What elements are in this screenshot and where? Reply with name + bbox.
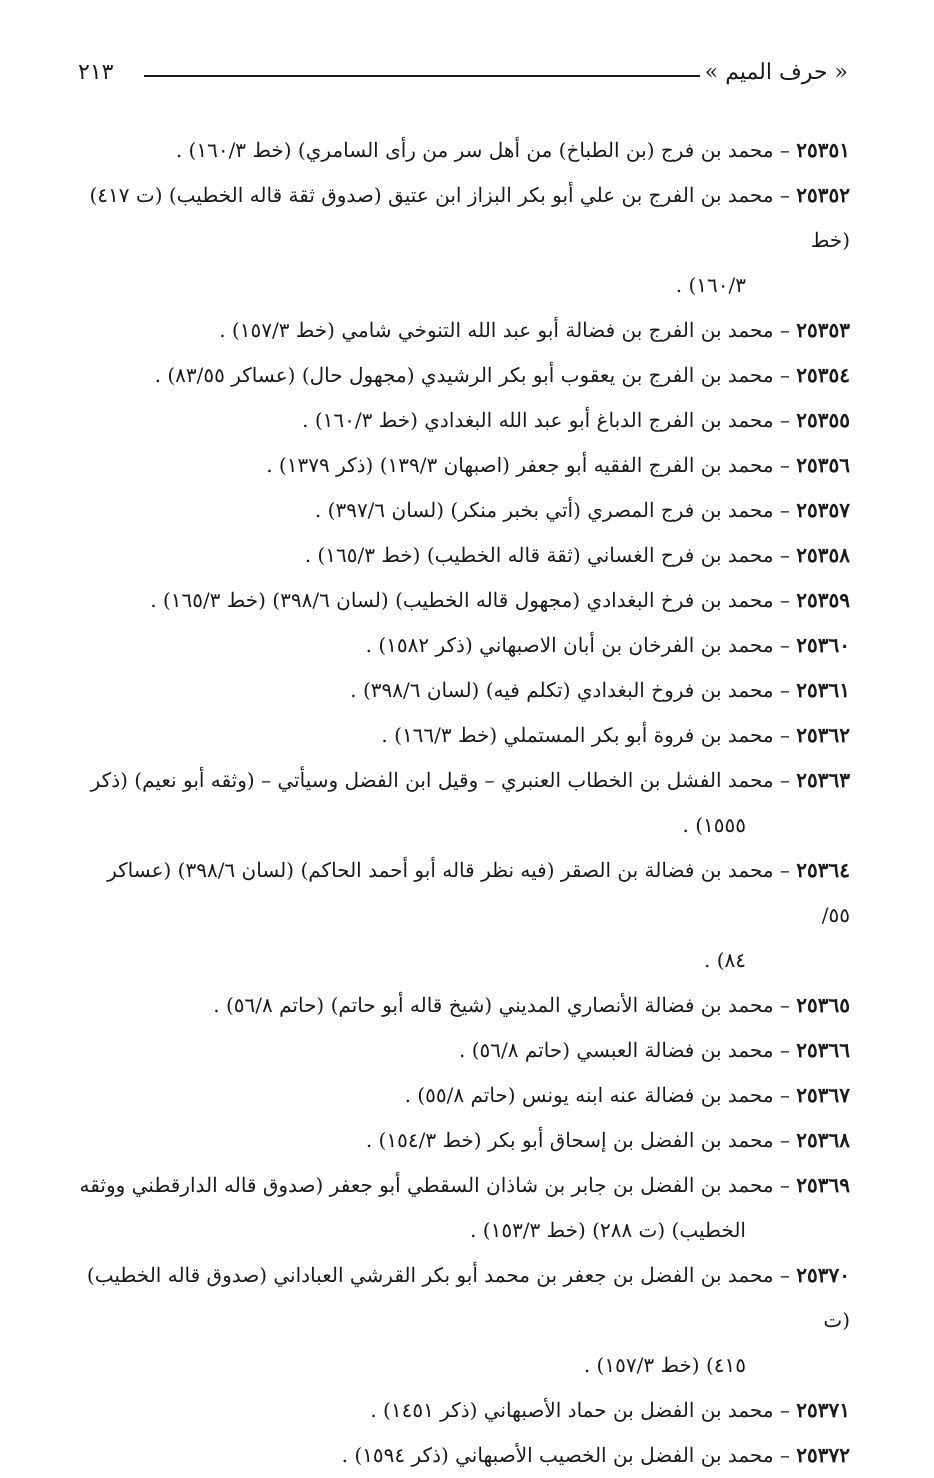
entry-continuation: ١٦٠/٣) . (675, 273, 746, 297)
entry-text: – محمد بن الفضل بن حماد الأصبهاني (ذكر ١٤٥١) . (370, 1398, 790, 1422)
list-item (76, 848, 850, 983)
list-item (76, 1433, 850, 1478)
list-item (76, 1118, 850, 1163)
entry-text: – محمد بن الفرج بن علي أبو بكر البزاز ابن عتيق (صدوق ثقة قاله الخطيب) (ت ٤١٧) (خط (89, 183, 850, 252)
list-item (76, 1073, 850, 1118)
list-item (76, 443, 850, 488)
entry-number: ٢٥٣٦٩ (796, 1173, 850, 1197)
entry-text: – محمد بن الفضل بن الخصيب الأصبهاني (ذكر ١٥٩٤) . (341, 1443, 790, 1467)
entry-number: ٢٥٣٦٠ (796, 633, 850, 657)
entry-text: – محمد بن فرج المصري (أتي بخبر منكر) (لسان ٣٩٧/٦) . (314, 498, 790, 522)
entry-text: – محمد بن الفضل بن جابر بن شاذان السقطي أبو جعفر (صدوق قاله الدارقطني ووثقه (79, 1173, 790, 1197)
entry-number: ٢٥٣٧٢ (796, 1443, 850, 1467)
entry-text: – محمد بن الفضل بن جعفر بن محمد أبو بكر القرشي العباداني (صدوق قاله الخطيب) (ت (86, 1263, 850, 1332)
list-item (76, 983, 850, 1028)
page-number: ٢١٣ (78, 60, 114, 85)
entry-text: – محمد بن الفرج بن فضالة أبو عبد الله التنوخي شامي (خط ١٥٧/٣) . (219, 318, 790, 342)
entry-text: – محمد بن فضالة العبسي (حاتم ٥٦/٨) . (459, 1038, 790, 1062)
entry-number: ٢٥٣٦٢ (796, 723, 850, 747)
list-item (76, 398, 850, 443)
entry-number: ٢٥٣٥٧ (796, 498, 850, 522)
list-item (76, 488, 850, 533)
list-item (76, 1388, 850, 1433)
header-rule (144, 75, 700, 77)
entry-number: ٢٥٣٧١ (796, 1398, 850, 1422)
list-item (76, 758, 850, 848)
list-item (76, 713, 850, 758)
list-item (76, 623, 850, 668)
entry-text: – محمد بن فروخ البغدادي (تكلم فيه) (لسان ٣٩٨/٦) . (350, 678, 790, 702)
list-item (76, 353, 850, 398)
entry-number: ٢٥٣٦٤ (796, 858, 850, 882)
entry-number: ٢٥٣٥٢ (796, 183, 850, 207)
entry-number: ٢٥٣٧٠ (796, 1263, 850, 1287)
entry-number: ٢٥٣٦٥ (796, 993, 850, 1017)
entry-text: – محمد بن فضالة الأنصاري المديني (شيخ قاله أبو حاتم) (حاتم ٥٦/٨) . (213, 993, 790, 1017)
entry-continuation: ١٥٥٥) . (682, 813, 746, 837)
entry-continuation: ٤١٥) (خط ١٥٧/٣) . (583, 1353, 746, 1377)
entry-text: – محمد بن الفرخان بن أبان الاصبهاني (ذكر ١٥٨٢) . (365, 633, 790, 657)
entry-number: ٢٥٣٦٧ (796, 1083, 850, 1107)
list-item (76, 128, 850, 173)
entry-number: ٢٥٣٥٥ (796, 408, 850, 432)
list-item (76, 1028, 850, 1073)
entry-continuation: الخطيب) (ت ٢٨٨) (خط ١٥٣/٣) . (470, 1218, 746, 1242)
entry-number: ٢٥٣٥١ (796, 138, 850, 162)
entry-number: ٢٥٣٥٩ (796, 588, 850, 612)
page-header (78, 58, 848, 92)
list-item (76, 533, 850, 578)
list-item (76, 578, 850, 623)
entry-number: ٢٥٣٥٦ (796, 453, 850, 477)
entry-text: – محمد بن فرخ البغدادي (مجهول قاله الخطيب) (لسان ٣٩٨/٦) (خط ١٦٥/٣) . (150, 588, 790, 612)
entry-text: – محمد بن فضالة عنه ابنه يونس (حاتم ٥٥/٨) . (404, 1083, 790, 1107)
entry-number: ٢٥٣٦٨ (796, 1128, 850, 1152)
entry-text: – محمد بن فروة أبو بكر المستملي (خط ١٦٦/٣) . (381, 723, 790, 747)
entry-number: ٢٥٣٥٣ (796, 318, 850, 342)
entry-number: ٢٥٣٦٦ (796, 1038, 850, 1062)
entry-text: – محمد بن الفرج الدباغ أبو عبد الله البغدادي (خط ١٦٠/٣) . (302, 408, 790, 432)
list-item (76, 173, 850, 308)
entry-number: ٢٥٣٦٣ (796, 768, 850, 792)
list-item (76, 1163, 850, 1253)
list-item (76, 668, 850, 713)
entry-text: – محمد بن فضالة بن الصقر (فيه نظر قاله أبو أحمد الحاكم) (لسان ٣٩٨/٦) (عساكر ٥٥/ (107, 858, 850, 927)
entry-continuation: ٨٤) . (703, 948, 746, 972)
entry-text: – محمد بن الفضل بن إسحاق أبو بكر (خط ١٥٤/٣) . (365, 1128, 790, 1152)
entry-number: ٢٥٣٥٨ (796, 543, 850, 567)
entry-text: – محمد بن فرح الغساني (ثقة قاله الخطيب) (خط ١٦٥/٣) . (304, 543, 790, 567)
entry-text: – محمد الفشل بن الخطاب العنبري – وقيل ابن الفضل وسيأتي – (وثقه أبو نعيم) (ذكر (90, 768, 790, 792)
entry-text: – محمد بن فرج (بن الطباخ) من أهل سر من رأى السامري) (خط ١٦٠/٣) . (175, 138, 790, 162)
entry-number: ٢٥٣٦١ (796, 678, 850, 702)
section-title: « حرف الميم » (704, 60, 848, 85)
entry-text: – محمد بن الفرج الفقيه أبو جعفر (اصبهان ١٣٩/٣) (ذكر ١٣٧٩) . (266, 453, 790, 477)
entry-number: ٢٥٣٥٤ (796, 363, 850, 387)
entry-text: – محمد بن الفرج بن يعقوب أبو بكر الرشيدي (مجهول حال) (عساكر ٨٣/٥٥) . (154, 363, 790, 387)
list-item (76, 1253, 850, 1388)
entry-list (76, 128, 850, 1478)
list-item (76, 308, 850, 353)
